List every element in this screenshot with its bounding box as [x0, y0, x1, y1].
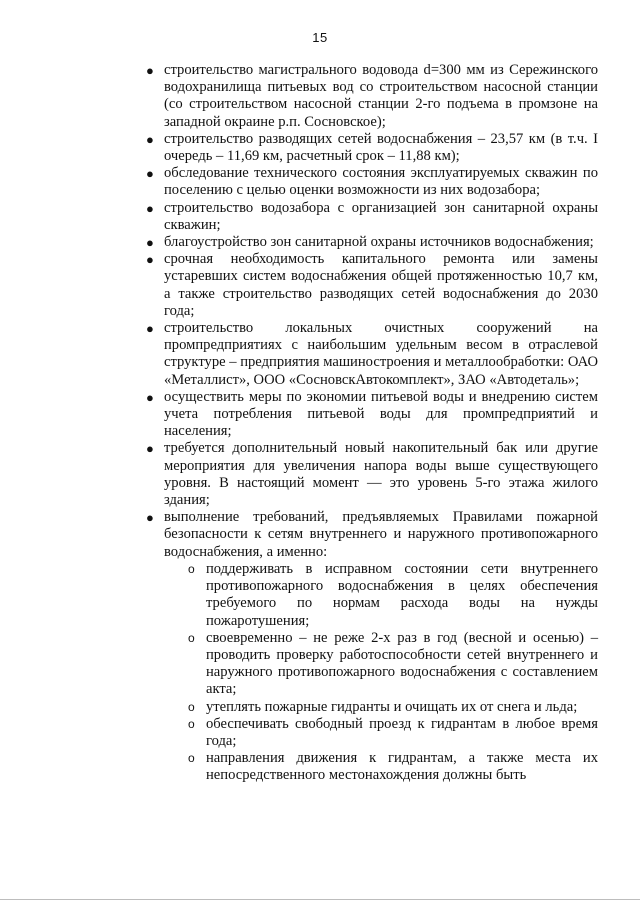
list-item: [146, 234, 598, 251]
sublist-item-text: направления движения к гидрантам, а также места их непосредственного местонахождения должны быть: [206, 750, 598, 784]
requirements-list: [146, 62, 598, 785]
list-item: [146, 440, 598, 509]
bullet-icon: ●: [146, 252, 154, 268]
list-item: [146, 131, 598, 165]
bullet-icon: ●: [146, 510, 154, 526]
sublist-item-text: поддерживать в исправном состоянии сети внутреннего противопожарного водоснабжения в целях обеспечения требуемого по нормам расхода воды на нужды пожаротушения;: [206, 560, 598, 629]
list-item-text: требуется дополнительный новый накопительный бак или другие мероприятия для увеличения напора воды выше существующего уровня. В настоящий момент — это уровень 5-го этажа жилого здания;: [164, 440, 598, 509]
page-number: 15: [312, 30, 328, 45]
list-item-text: благоустройство зон санитарной охраны источников водоснабжения;: [164, 234, 594, 251]
sublist-item: [186, 699, 598, 716]
document-body: [146, 62, 598, 785]
sublist-item-text: обеспечивать свободный проезд к гидрантам в любое время года;: [206, 715, 598, 749]
bullet-icon: ●: [146, 63, 154, 78]
sublist-item-text: утеплять пожарные гидранты и очищать их от снега и льда;: [206, 698, 578, 715]
bullet-icon: ●: [146, 441, 154, 457]
list-item: [146, 389, 598, 441]
circle-bullet-icon: o: [188, 630, 195, 645]
scan-edge-divider: [0, 899, 640, 900]
list-item: [146, 320, 598, 389]
list-item-text: срочная необходимость капитального ремонта или замены устаревших систем водоснабжения общей протяженностью 10,7 км, а также строительство разводящих сетей водоснабжения до 2030 года;: [164, 251, 598, 319]
list-item-text: строительство магистрального водовода d=300 мм из Сережинского водохранилища питьевых вод со строительством насосной станции (со строительством насосной станции 2-го подъема в промзоне на западной окраине р.п. Сосновское);: [164, 62, 598, 130]
circle-bullet-icon: o: [188, 561, 195, 576]
list-item: [146, 200, 598, 234]
list-item-text: осуществить меры по экономии питьевой воды и внедрению систем учета потребления питьевой воды для промпредприятий и населения;: [164, 388, 598, 440]
bullet-icon: ●: [146, 321, 154, 337]
list-item-text: обследование технического состояния эксплуатируемых скважин по поселению с целью оценки возможности из них водозабора;: [164, 165, 598, 199]
circle-bullet-icon: o: [188, 699, 195, 714]
list-item-text: строительство локальных очистных сооружений на промпредприятиях с наибольшим удельным весом в отраслевой структуре – предприятия машиностроения и металлообработки: ОАО «Металлист», ООО «СосновскАвтокомплект», ЗАО «Автодеталь»;: [164, 320, 598, 388]
bullet-icon: ●: [146, 389, 154, 405]
fire-safety-sublist: [164, 561, 598, 785]
sublist-item: [186, 561, 598, 630]
bullet-icon: ●: [146, 166, 154, 182]
list-item: [146, 165, 598, 199]
list-item-text: выполнение требований, предъявляемых Правилами пожарной безопасности к сетям внутреннего и наружного противопожарного водоснабжения, а именно:: [164, 509, 598, 560]
list-item-text: строительство разводящих сетей водоснабжения – 23,57 км (в т.ч. I очередь – 11,69 км, расчетный срок – 11,88 км);: [164, 130, 598, 165]
list-item: [146, 251, 598, 320]
circle-bullet-icon: o: [188, 751, 195, 766]
sublist-item: [186, 630, 598, 699]
circle-bullet-icon: o: [188, 716, 195, 731]
bullet-icon: ●: [146, 235, 154, 251]
bullet-icon: ●: [146, 131, 154, 147]
list-item-text: строительство водозабора с организацией зон санитарной охраны скважин;: [164, 199, 598, 233]
bullet-icon: ●: [146, 200, 154, 216]
sublist-item: [186, 716, 598, 750]
sublist-item: [186, 750, 598, 784]
list-item: [146, 509, 598, 784]
sublist-item-text: своевременно – не реже 2-х раз в год (весной и осенью) – проводить проверку работоспособности сетей внутреннего и наружного противопожарного водоснабжения с составлением акта;: [206, 629, 598, 698]
list-item: [146, 62, 598, 131]
